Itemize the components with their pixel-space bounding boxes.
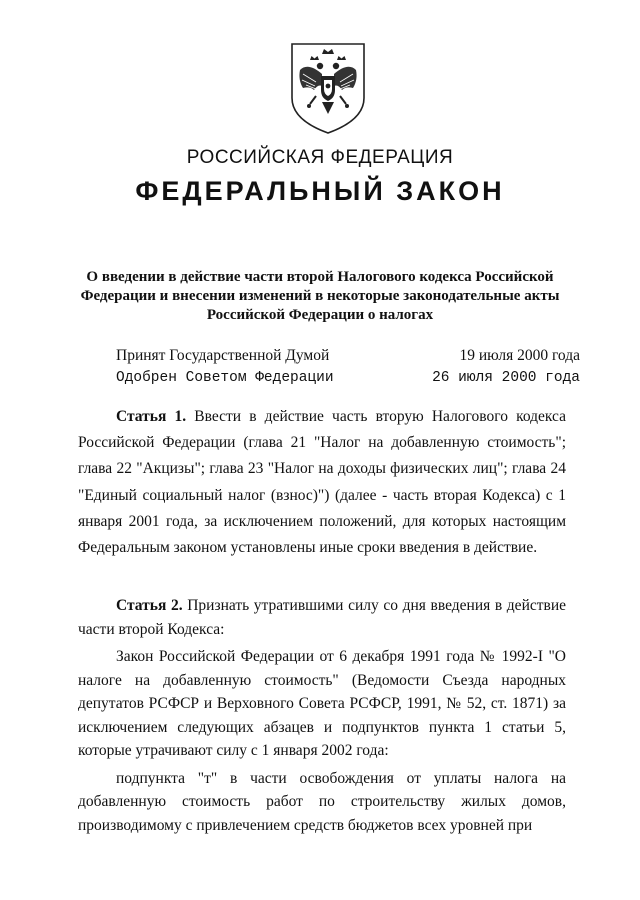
approved-date: 26 июля 2000 года [432,370,580,386]
article-2-text: Признать утратившими силу со дня введения в действие части второй Кодекса: [78,597,567,638]
article-1-heading: Статья 1. [116,408,187,425]
approved-label: Одобрен Советом Федерации [116,370,334,386]
article-1-text: Ввести в действие часть вторую Налогового кодекса Российской Федерации (глава 21 "Налог на добавленную стоимость"; глава 22 "Акцизы"; глава 23 "Налог на доходы физических лиц"; глава 24 "Единый социальный налог (взнос)") (далее - часть вторая Кодекса) с 1 января 2001 года, за исключением положений, для которых настоящим Федеральным законом установлены иные сроки введения в действие. [78,408,567,557]
adopted-date: 19 июля 2000 года [459,347,580,364]
article-2-item-2: подпункта "т" в части освобождения от уплаты налога на добавленную стоимость работ по строительству жилых домов, производимому с привлечением средств бюджетов всех уровней при [78,769,566,834]
article-2-item-1: Закон Российской Федерации от 6 декабря 1991 года № 1992-I "О налоге на добавленную стоимость" (Ведомости Съезда народных депутатов РСФСР и Верховного Совета РСФСР, 1991, № 52, ст. 1871) за исключением следующих абзацев и подпунктов пункта 1 статьи 5, которые утрачивают силу с 1 января 2002 года: [78,648,566,759]
adopted-label: Принят Государственной Думой [116,347,330,364]
country-heading: РОССИЙСКАЯ ФЕДЕРАЦИЯ [186,147,454,168]
article-2-heading: Статья 2. [116,597,183,614]
law-title: О введении в действие части второй Налогового кодекса Российской Федерации и внесении изменений в некоторые законодательные акты Российской Федерации о налогах [80,269,560,323]
article-2 [78,594,566,837]
coat-of-arms-emblem [288,40,368,136]
article-1 [78,404,566,561]
law-type-heading: ФЕДЕРАЛЬНЫЙ ЗАКОН [135,176,505,206]
